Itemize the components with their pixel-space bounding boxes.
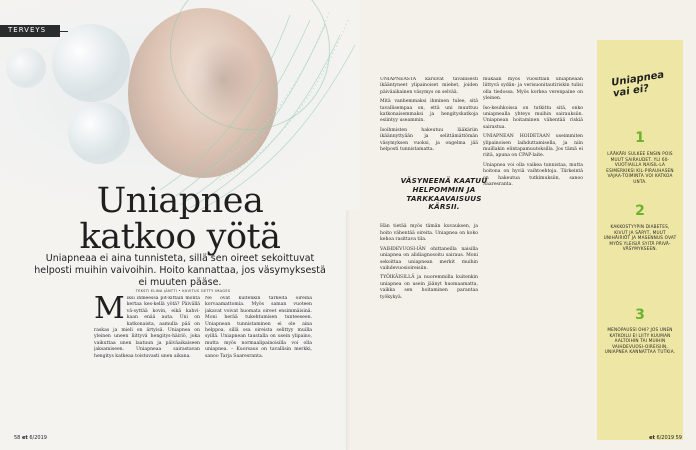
issue-left: 6/2019 <box>29 435 47 441</box>
drop-cap: M <box>94 296 125 326</box>
body-column-1-text: iksi ihmeessä pit-kittäin monta kertaa kes-kellä yötä? Päivällä vä-syttää kovin, eikä kahvi-kaan enää auta. Uni on katkonaista, aamulla pää on raskas ja mieli on ärtyisä. Uniapnea on yleinen uneen liittyvä hengitys-häiriö, joka vaikuttaa unen laatuun ja päiväaikaiseen jaksamiseen. Uniapneaa sairastavan hengitys katkeaa toistuvasti unen aikana. <box>94 296 200 359</box>
magazine-logo-right: et <box>649 435 655 441</box>
article-headline: Uniapnea katkoo yötä <box>79 181 281 257</box>
paragraph: VAIHDEVUOSI-IÄN ohittaneilla naisilla uniapnea on alidiagnosoitu sairaus. Moni sekoittaa uniapnean merkit muihin vaihdevuosioireisiin. <box>380 246 478 271</box>
folio-right <box>649 435 682 441</box>
bubble-large <box>52 24 130 102</box>
issue-right: 6/2019 <box>656 435 675 441</box>
magazine-logo-left: et <box>21 435 28 441</box>
bubble-tiny <box>6 48 46 88</box>
folio-left <box>14 435 47 441</box>
sidebar-title: Uniapnea vai ei? <box>610 69 665 100</box>
body-column-4 <box>483 77 583 429</box>
sidebar-item-text: MENOPAUSSI OHI? JOS UNEN KATKOILU EI LIITY KUUMAN AALTOIHIN TAI MUIHIN VAIHDEVUOSI-OIREISIIN, UNIAPNEA KANNATTAA TUTKIA. <box>604 327 676 355</box>
paragraph: Hän tietää myös tämän kuvauksen, ja hoito vähentää oireita. Uniapnea on koko kehoa rasittava tila. <box>380 224 478 243</box>
paragraph: TYÖIKÄISILLÄ ja nuoremmilla kuitenkin uniapnea on usein jäänyt huomaamatta, vaikka sen hoitaminen parantaa työkykyä. <box>380 275 478 300</box>
body-column-3 <box>380 77 478 429</box>
sidebar-item-number: 2 <box>635 203 645 219</box>
page-number-right: 59 <box>675 435 682 441</box>
body-column-1 <box>94 296 200 428</box>
page-number-left: 58 <box>14 435 21 441</box>
pull-quote: VÄSYNEENÄ KAATUU HELPOMMIN JA TARKKAAVAISUUS KÄRSII. <box>400 176 488 212</box>
paragraph: Mitä vanhemmaksi ihminen tulee, sitä tavallisempaa on, että uni muuttuu katkonaisemmaksi ja hengityskatkoja esiintyy useammin. <box>380 99 478 124</box>
sidebar-item-number: 1 <box>635 130 645 146</box>
sidebar-item-text: LÄÄKÄRI SULKEE ENSIN POIS MUUT SAIRAUDET. YLI 60-VUOTIAILLA NAISIL-LA ESIMERKIKSI KIL-PIRAUHASEN VAJAA-TOIMINTA VOI KATKOA UNTA. <box>606 151 674 184</box>
article-lead: Uniapneaa ei aina tunnisteta, sillä sen oireet sekoittuvat helposti muihin vaivoihin. Hoito kannattaa, jos väsymyksestä ei muuten pääse. <box>34 253 326 288</box>
section-tag <box>0 25 60 37</box>
paragraph: UNIAPNEAN HOIDETAAN useimmiten ylipainoisen laihduttamisella, ja niin muillakin elintapamuutoksilla. Jos tämä ei riitä, apuna on CPAP-laite. <box>483 134 583 159</box>
article-credits: TEKSTI ELINA JÄNTTI • KUVITUS GETTY IMAGES <box>135 289 231 293</box>
body-column-2 <box>205 296 312 428</box>
paragraph: mukaan myös vuosittain uniapneaan liittyvä sydän- ja verisuonitautiriskin tulisi olla tiedossa. Myös korkea verenpaine on yleinen. <box>483 77 583 102</box>
section-tag-label: TERVEYS <box>8 26 47 34</box>
sidebar-item-text: KAKKOSTYYPIN DIABETES, KIVUT JA SÄRYT, MUUT UNIHÄIRIÖT JA MASENNUS OVAT MYÖS YLEISIÄ SYITÄ PÄIVÄ-VÄSYMYKSEEN. <box>603 224 677 252</box>
paragraph: UNIAPNEASTA kärsivät tavallisesti ikääntyneet ylipainoiset miehet, joiden päiväaikainen väsymys on selvää. <box>380 77 478 95</box>
paragraph: Isoihmisten hakeutuu lääkäriin ikäännyttyään ja selittämättömän väsymyksen vuoksi, ja ongelma jää helposti tunnistamatta. <box>380 127 478 153</box>
paragraph: Uniapnea voi olla vaikea tunnistaa, mutta hoitona on hyviä vaihtoehtoja. Tärkeintä on hakeutua tutkimuksiin, sanoo Saaresranta. <box>483 162 583 188</box>
bubble-small <box>68 102 130 164</box>
paragraph: Iso-keuhkoissa on tutkittu sitä, onko uniapnealla yhteys muihin sairauksiin. Uniapnean hoitaminen vähentää riskiä sairastua. <box>483 105 583 130</box>
body-column-2-text: Ne ovat kuitenkin tärkeitä oireina korvaamattomia. Myös saman vuoteen jakavat voivat huomata oireet ensimmäisinä. Moni herää tukehtumisen tunteeseen. Uniapnean tunnistaminen ei ole aina helppoa, sillä osa oireista selittyy muilla syillä. Uniapnean taustalla on usein ylipaino, mutta myös normaalipainoisilla voi olla uniapnea. – Kuorsaus on tavallisin merkki, sanoo Tarja Saaresranta. <box>205 296 312 359</box>
section-tag-rule <box>60 31 68 32</box>
sidebar-item-number: 3 <box>635 307 645 323</box>
